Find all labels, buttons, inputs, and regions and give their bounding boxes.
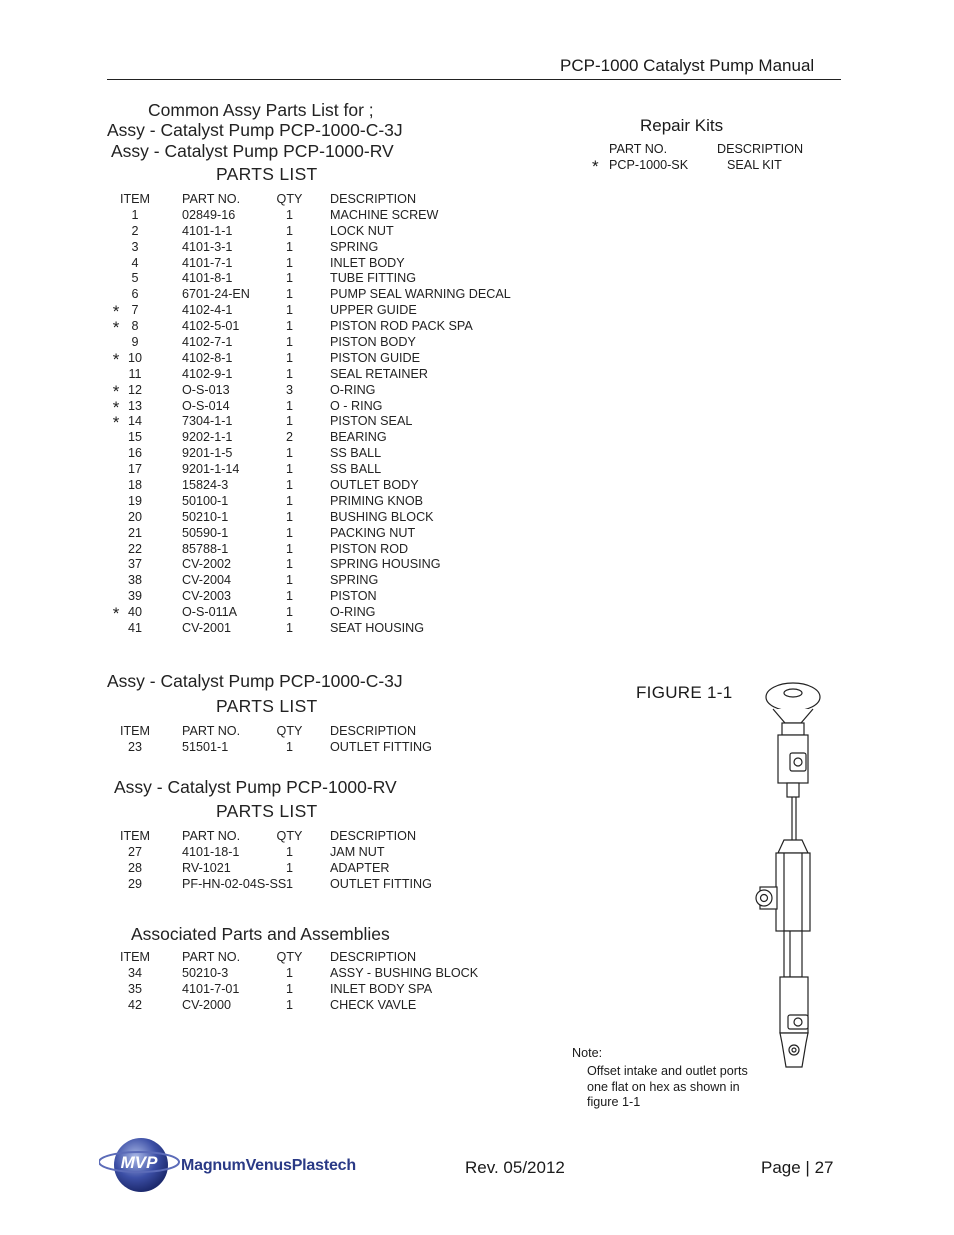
part-description: LOCK NUT [330,223,394,238]
spare-part-marker: * [112,349,120,369]
part-description: SS BALL [330,446,382,461]
quantity: 1 [285,319,293,334]
part-number: O-S-014 [182,398,230,413]
common-intro: Common Assy Parts List for ; [148,100,374,120]
part-number: 4102-9-1 [182,366,233,381]
part-number: 02849-16 [182,207,236,222]
part-description: CHECK VAVLE [330,997,417,1012]
part-number: CV-2004 [182,573,232,588]
part-description: SPRING [330,239,379,254]
quantity: 1 [285,239,293,254]
quantity: 1 [285,525,293,540]
spare-part-marker: * [112,604,120,624]
part-description: OUTLET FITTING [330,739,432,754]
item-number: 42 [127,997,142,1012]
item-number: 22 [127,541,142,556]
quantity: 1 [285,207,293,222]
quantity: 1 [285,997,293,1012]
part-description: ADAPTER [330,860,390,875]
lower-collar-shape [787,783,799,797]
quantity: 1 [285,493,293,508]
note-label: Note: [572,1046,603,1060]
part-description: PISTON GUIDE [330,350,421,365]
knob-neck-shape [773,709,813,723]
common-parts-list-heading: PARTS LIST [216,164,318,184]
part-description: SEAT HOUSING [330,621,425,636]
part-description: PUMP SEAL WARNING DECAL [330,287,511,302]
item-number: 27 [127,844,142,859]
spare-part-marker: * [112,381,120,401]
item-number: 17 [127,462,142,477]
part-number: 9201-1-5 [182,446,233,461]
c3j-parts-list-heading: PARTS LIST [216,696,318,716]
part-description: UPPER GUIDE [330,303,417,318]
lower-tube-shape [784,931,802,977]
part-number: 6701-24-EN [182,287,250,302]
quantity: 1 [285,541,293,556]
part-number: 9202-1-1 [182,430,233,445]
part-number: RV-1021 [182,860,231,875]
manual-title: PCP-1000 Catalyst Pump Manual [560,56,815,75]
part-number: CV-2000 [182,997,232,1012]
header-description: DESCRIPTION [330,192,417,206]
part-description: PACKING NUT [330,525,416,540]
part-number: 85788-1 [182,541,229,556]
part-number: CV-2002 [182,557,232,572]
kit-part-no: PCP-1000-SK [609,158,689,172]
part-number: 4102-8-1 [182,350,233,365]
item-number: 37 [127,557,142,572]
note-line-3: figure 1-1 [587,1095,641,1109]
figure-title: FIGURE 1-1 [636,683,733,702]
header-qty: QTY [276,950,303,964]
header-qty: QTY [276,829,303,843]
bottom-port-hole-shape [792,1048,796,1052]
item-number: 23 [127,739,142,754]
revision-date: Rev. 05/2012 [465,1158,565,1177]
part-number: O-S-013 [182,382,230,397]
part-description: SS BALL [330,462,382,477]
quantity: 1 [285,303,293,318]
item-number: 41 [127,621,142,636]
item-number: 39 [127,589,142,604]
part-description: OUTLET FITTING [330,876,432,891]
item-number: 38 [127,573,142,588]
kit-star-marker: * [592,157,599,176]
upper-collar-shape [782,723,804,735]
part-description: PISTON [330,589,377,604]
part-description: O-RING [330,382,376,397]
header-item: ITEM [119,192,151,206]
quantity: 1 [285,366,293,381]
part-number: CV-2003 [182,589,232,604]
part-description: INLET BODY SPA [330,981,433,996]
part-description: MACHINE SCREW [330,207,439,222]
item-number: 1 [131,207,139,222]
kit-description: SEAL KIT [727,158,782,172]
part-description: ASSY - BUSHING BLOCK [330,965,479,980]
item-number: 18 [127,478,142,493]
part-number: 4102-5-01 [182,319,240,334]
quantity: 1 [285,739,293,754]
part-number: 4101-3-1 [182,239,233,254]
item-number: 6 [131,287,139,302]
logo-text: MVP [120,1153,158,1172]
outlet-port-hole-shape [794,1018,802,1026]
mvp-logo [99,1135,181,1195]
header-item: ITEM [119,950,151,964]
part-description: TUBE FITTING [330,271,417,286]
item-number: 2 [131,223,139,238]
part-number: 4102-7-1 [182,335,233,350]
assoc-title: Associated Parts and Assemblies [131,924,390,944]
quantity: 1 [285,876,293,891]
quantity: 1 [285,557,293,572]
quantity: 1 [285,860,293,875]
rod-taper-shape [778,840,808,853]
quantity: 3 [285,382,293,397]
header-part-no: PART NO. [182,724,241,738]
part-description: PISTON SEAL [330,414,413,429]
quantity: 1 [285,573,293,588]
part-number: 4101-7-01 [182,981,240,996]
item-number: 9 [131,335,139,350]
header-description: DESCRIPTION [330,724,417,738]
part-number: 4101-7-1 [182,255,233,270]
quantity: 1 [285,414,293,429]
part-number: 4101-8-1 [182,271,233,286]
part-description: OUTLET BODY [330,478,419,493]
quantity: 1 [285,271,293,286]
pump-assembly-drawing [740,675,840,1085]
quantity: 1 [285,589,293,604]
part-description: O-RING [330,605,376,620]
header-description: DESCRIPTION [330,829,417,843]
item-number: 11 [128,366,142,381]
quantity: 1 [285,621,293,636]
quantity: 1 [285,981,293,996]
quantity: 1 [285,335,293,350]
quantity: 1 [285,350,293,365]
rv-assy-title: Assy - Catalyst Pump PCP-1000-RV [114,777,397,797]
part-description: SEAL RETAINER [330,366,428,381]
spare-part-marker: * [112,413,120,433]
part-description: SPRING HOUSING [330,557,441,572]
quantity: 1 [285,462,293,477]
note-line-1: Offset intake and outlet ports [587,1064,748,1078]
part-number: 9201-1-14 [182,462,240,477]
part-description: PISTON BODY [330,335,416,350]
common-assy-rv: Assy - Catalyst Pump PCP-1000-RV [111,141,394,161]
item-number: 35 [127,981,142,996]
quantity: 1 [285,965,293,980]
item-number: 28 [127,860,142,875]
part-number: 7304-1-1 [182,414,233,429]
quantity: 2 [285,430,293,445]
part-description: PISTON ROD PACK SPA [330,319,473,334]
repair-kits-title: Repair Kits [640,116,724,135]
part-number: 50210-3 [182,965,229,980]
part-number: PF-HN-02-04S-SS [182,876,287,891]
item-number: 7 [131,303,139,318]
quantity: 1 [285,287,293,302]
part-description: JAM NUT [330,844,385,859]
header-part-no: PART NO. [182,829,241,843]
item-number: 34 [127,965,142,980]
kits-header-part: PART NO. [609,142,668,156]
item-number: 40 [127,605,142,620]
quantity: 1 [285,446,293,461]
common-assy-c3j: Assy - Catalyst Pump PCP-1000-C-3J [107,120,403,140]
header-qty: QTY [276,192,303,206]
part-number: O-S-011A [182,605,238,620]
c3j-assy-title: Assy - Catalyst Pump PCP-1000-C-3J [107,671,403,691]
quantity: 1 [285,605,293,620]
page-number: Page | 27 [761,1158,834,1177]
company-name: MagnumVenusPlastech [181,1157,356,1174]
quantity: 1 [285,844,293,859]
part-number: 4101-1-1 [182,223,233,238]
part-description: INLET BODY [330,255,405,270]
knob-center-shape [784,689,802,697]
part-number: 50100-1 [182,493,229,508]
item-number: 14 [127,414,142,429]
header-part-no: PART NO. [182,950,241,964]
part-description: BUSHING BLOCK [330,509,434,524]
part-number: 15824-3 [182,478,229,493]
piston-body-shape [776,853,810,931]
kits-header-desc: DESCRIPTION [717,142,804,156]
item-number: 20 [127,509,142,524]
item-number: 13 [127,398,142,413]
part-description: BEARING [330,430,387,445]
item-number: 8 [131,319,139,334]
item-number: 16 [127,446,142,461]
spare-part-marker: * [112,397,120,417]
quantity: 1 [285,255,293,270]
side-fitting-hole-shape [761,895,768,902]
item-number: 5 [131,271,139,286]
part-number: 50590-1 [182,525,229,540]
header-item: ITEM [119,829,151,843]
item-number: 15 [127,430,142,445]
item-number: 10 [127,350,142,365]
header-divider [107,79,841,80]
part-number: 4102-4-1 [182,303,233,318]
header-item: ITEM [119,724,151,738]
item-number: 4 [131,255,139,270]
spare-part-marker: * [112,302,120,322]
spare-part-marker: * [112,318,120,338]
part-description: PRIMING KNOB [330,493,424,508]
part-number: 51501-1 [182,739,229,754]
part-description: O - RING [330,398,383,413]
part-number: 4101-18-1 [182,844,240,859]
part-number: CV-2001 [182,621,232,636]
quantity: 1 [285,509,293,524]
rv-parts-list-heading: PARTS LIST [216,801,318,821]
inlet-port-hole-shape [794,758,802,766]
item-number: 12 [127,382,142,397]
part-number: 50210-1 [182,509,229,524]
item-number: 19 [127,493,142,508]
quantity: 1 [285,398,293,413]
quantity: 1 [285,223,293,238]
item-number: 21 [127,525,142,540]
item-number: 3 [131,239,139,254]
header-description: DESCRIPTION [330,950,417,964]
quantity: 1 [285,478,293,493]
part-description: PISTON ROD [330,541,409,556]
note-line-2: one flat on hex as shown in [587,1080,740,1094]
header-part-no: PART NO. [182,192,241,206]
header-qty: QTY [276,724,303,738]
part-description: SPRING [330,573,379,588]
item-number: 29 [127,876,142,891]
